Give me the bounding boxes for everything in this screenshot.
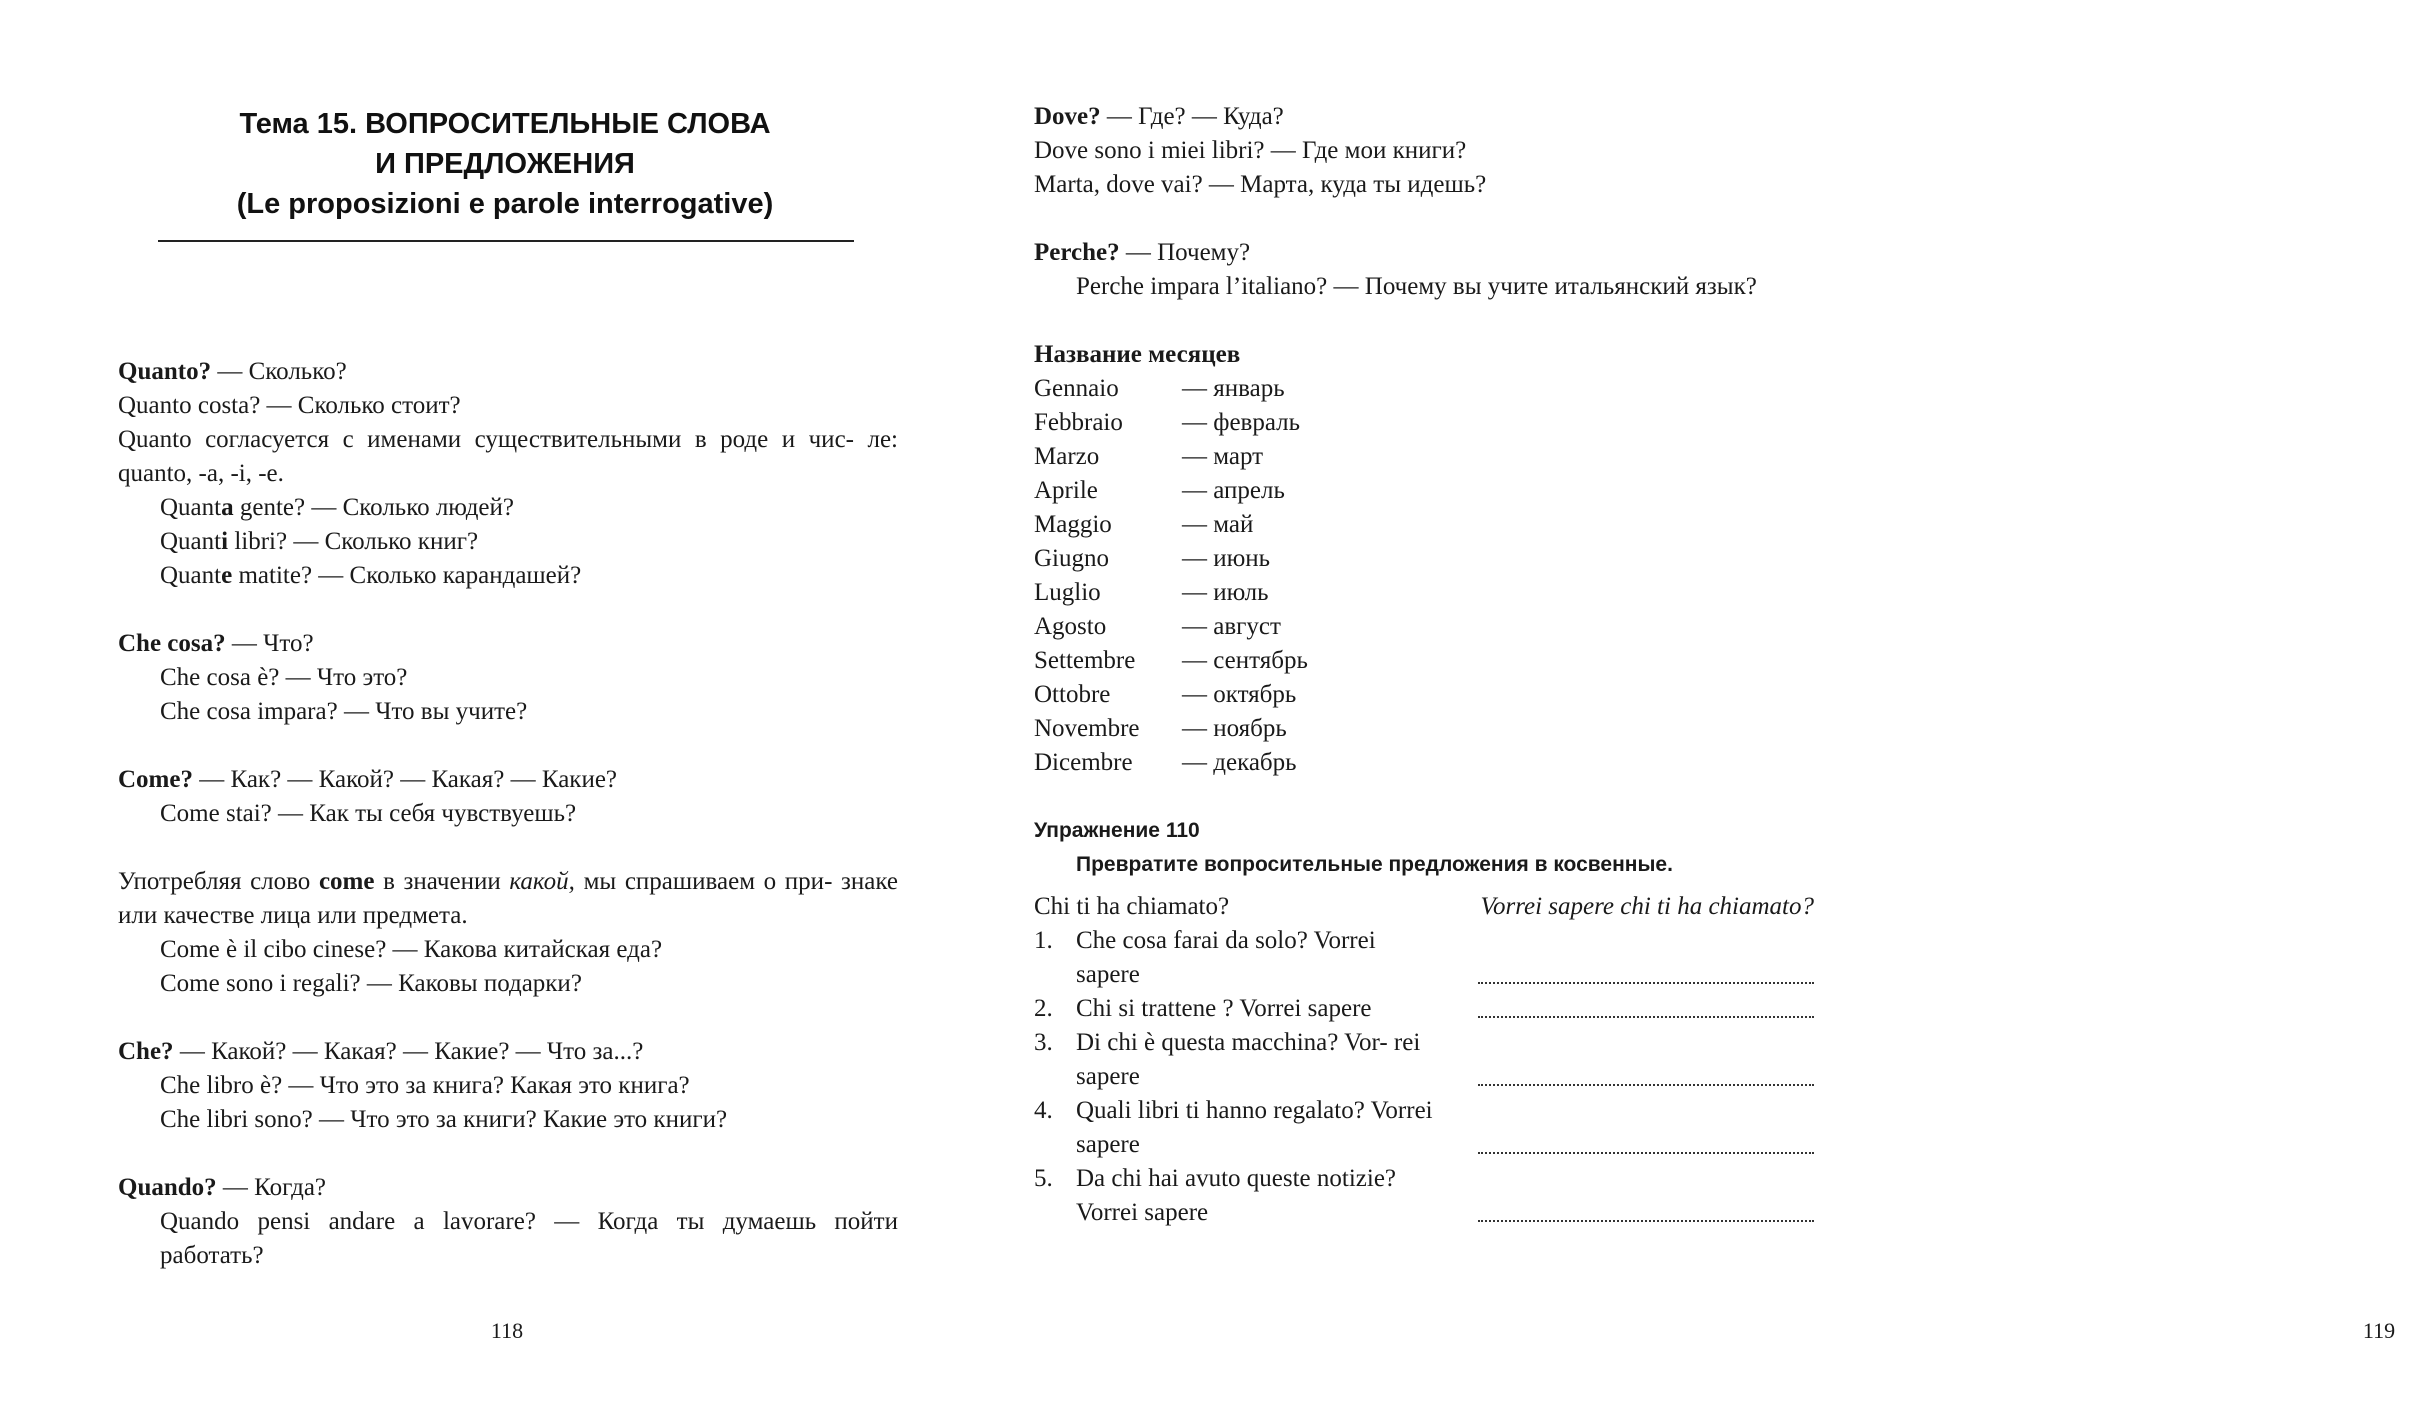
note-italic: какой, <box>509 868 575 895</box>
exercise-item-text: Da chi hai avuto queste notizie? Vorrei sapere <box>1076 1165 1397 1226</box>
right-page <box>956 0 2396 1407</box>
month-italian: Dicembre <box>1034 749 1133 776</box>
spacer <box>118 1001 898 1035</box>
answer-blank-line[interactable] <box>1478 982 1814 984</box>
exercise-item <box>1034 1026 1814 1094</box>
page-number-right: 119 <box>2362 1318 2396 1343</box>
exercise-instruction: Превратите вопросительные предложения в косвенные. <box>1076 853 1673 876</box>
month-italian: Gennaio <box>1034 375 1119 402</box>
example-line: Come sono i regali? — Каковы подарки? <box>160 970 582 997</box>
months-table <box>1034 372 1814 780</box>
exercise-item-text: Che cosa farai da solo? Vorrei sapere <box>1076 927 1376 988</box>
form-ending: a <box>221 494 234 521</box>
month-italian: Aprile <box>1034 477 1098 504</box>
exercise-item-text: Quali libri ti hanno regalato? Vorrei sapere <box>1076 1097 1433 1158</box>
example-line: Marta, dove vai? — Марта, куда ты идешь? <box>1034 171 1487 198</box>
entry-che <box>118 1035 898 1069</box>
month-italian: Luglio <box>1034 579 1101 606</box>
exercise-item-number: 5. <box>1034 1165 1053 1192</box>
spacer <box>118 729 898 763</box>
note-text: Употребляя слово <box>118 868 319 895</box>
month-russian: — январь <box>1182 375 1285 402</box>
month-russian: — ноябрь <box>1182 715 1287 742</box>
months-heading-text: Название месяцев <box>1034 341 1241 368</box>
example-line: Quando pensi andare a lavorare? — Когда ты думаешь пойти работать? <box>160 1208 898 1269</box>
entry-che-cosa-word: Che cosa? <box>118 630 226 657</box>
spacer <box>1034 882 1814 890</box>
month-russian: — апрель <box>1182 477 1285 504</box>
example-line: Quanto costa? — Сколько стоит? <box>118 392 461 419</box>
example-line: Che cosa impara? — Что вы учите? <box>160 698 528 725</box>
spacer <box>1034 202 1814 236</box>
entry-perche <box>1034 236 1814 270</box>
note-keyword: come <box>318 868 375 895</box>
spacer <box>118 831 898 865</box>
month-italian: Maggio <box>1034 511 1112 538</box>
example-line: Che libri sono? — Что это за книги? Какие это книги? <box>160 1106 728 1133</box>
exercise-item-text: Chi si trattene ? Vorrei sapere <box>1076 995 1372 1022</box>
exercise-title: Упражнение 110 <box>1034 819 1200 842</box>
form-rest: matite? — Сколько карандашей? <box>232 562 582 589</box>
example-line: Come stai? — Как ты себя чувствуешь? <box>160 800 577 827</box>
month-russian: — август <box>1182 613 1281 640</box>
exercise-item <box>1034 1094 1814 1162</box>
entry-quanto <box>118 355 898 389</box>
entry-quanto-translation: — Сколько? <box>211 358 347 385</box>
answer-blank-line[interactable] <box>1478 1016 1814 1018</box>
right-column <box>1034 100 1814 1230</box>
left-page <box>0 0 956 1407</box>
title-divider <box>158 240 854 242</box>
exercise-item-number: 2. <box>1034 995 1053 1022</box>
spacer <box>118 1137 898 1171</box>
answer-blank-line[interactable] <box>1478 1084 1814 1086</box>
example-line: Perche impara l’italiano? — Почему вы учите итальянский язык? <box>1076 273 1757 300</box>
entry-come-word: Come? <box>118 766 193 793</box>
month-italian: Novembre <box>1034 715 1140 742</box>
month-russian: — июнь <box>1182 545 1271 572</box>
left-column <box>118 355 898 1273</box>
form-stem: Quant <box>160 528 222 555</box>
entry-come-translation: — Как? — Какой? — Какая? — Какие? <box>192 766 618 793</box>
spacer <box>1034 780 1814 814</box>
quanto-agreement-note: Quanto согласуется с именами существительными в роде и чис- ле: quanto, -a, -i, -e. <box>118 426 898 487</box>
month-italian: Marzo <box>1034 443 1100 470</box>
months-heading <box>1034 338 1814 372</box>
month-russian: — март <box>1182 443 1264 470</box>
entry-dove <box>1034 100 1814 134</box>
form-rest: gente? — Сколько людей? <box>233 494 514 521</box>
exercise-example-question: Chi ti ha chiamato? <box>1034 893 1230 920</box>
come-usage-note <box>118 865 898 933</box>
example-line <box>118 491 898 525</box>
entry-quando-word: Quando? <box>118 1174 217 1201</box>
month-russian: — июль <box>1182 579 1269 606</box>
month-italian: Settembre <box>1034 647 1136 674</box>
month-italian: Febbraio <box>1034 409 1123 436</box>
exercise-item <box>1034 1162 1814 1230</box>
chapter-title-line-1: Тема 15. ВОПРОСИТЕЛЬНЫЕ СЛОВА <box>239 108 771 140</box>
entry-dove-translation: — Где? — Куда? <box>1100 103 1284 130</box>
month-italian: Ottobre <box>1034 681 1111 708</box>
exercise-item-number: 4. <box>1034 1097 1053 1124</box>
entry-perche-translation: — Почему? <box>1119 239 1251 266</box>
example-line: Che libro è? — Что это за книга? Какая это книга? <box>160 1072 690 1099</box>
entry-che-translation: — Какой? — Какая? — Какие? — Что за...? <box>173 1038 644 1065</box>
entry-che-cosa <box>118 627 898 661</box>
note-text: мы спрашиваем о при- знаке или качестве лица или предмета. <box>118 868 898 929</box>
example-line: Come è il cibo cinese? — Какова китайская еда? <box>160 936 663 963</box>
example-line <box>118 525 898 559</box>
exercise-item-number: 1. <box>1034 927 1053 954</box>
example-line: Dove sono i miei libri? — Где мои книги? <box>1034 137 1467 164</box>
form-stem: Quant <box>160 494 222 521</box>
exercise-example-answer: Vorrei sapere chi ti ha chiamato? <box>1480 893 1814 920</box>
page-number-left: 118 <box>490 1318 524 1343</box>
month-italian: Agosto <box>1034 613 1107 640</box>
exercise-item-text: Di chi è questa macchina? Vor- rei sapere <box>1076 1029 1421 1090</box>
form-ending: e <box>221 562 233 589</box>
chapter-title <box>150 104 860 224</box>
entry-quando <box>118 1171 898 1205</box>
example-line: Che cosa è? — Что это? <box>160 664 408 691</box>
spacer <box>1034 304 1814 338</box>
month-russian: — февраль <box>1182 409 1301 436</box>
spacer <box>118 593 898 627</box>
form-stem: Quant <box>160 562 222 589</box>
chapter-title-line-2: И ПРЕДЛОЖЕНИЯ <box>375 148 635 180</box>
example-line <box>118 559 898 593</box>
answer-blank-line[interactable] <box>1478 1152 1814 1154</box>
entry-che-word: Che? <box>118 1038 174 1065</box>
exercise-item <box>1034 924 1814 992</box>
entry-perche-word: Perche? <box>1034 239 1120 266</box>
chapter-title-line-3: (Le proposizioni e parole interrogative) <box>236 188 774 220</box>
form-rest: libri? — Сколько книг? <box>228 528 479 555</box>
month-russian: — октябрь <box>1182 681 1297 708</box>
month-russian: — май <box>1182 511 1254 538</box>
exercise-item-number: 3. <box>1034 1029 1053 1056</box>
exercise-item <box>1034 992 1814 1026</box>
exercise-example <box>1034 890 1814 924</box>
month-russian: — декабрь <box>1182 749 1297 776</box>
month-italian: Giugno <box>1034 545 1109 572</box>
answer-blank-line[interactable] <box>1478 1220 1814 1222</box>
month-russian: — сентябрь <box>1182 647 1308 674</box>
entry-che-cosa-translation: — Что? <box>225 630 314 657</box>
entry-come <box>118 763 898 797</box>
entry-quando-translation: — Когда? <box>216 1174 327 1201</box>
note-text: в значении <box>374 868 510 895</box>
entry-dove-word: Dove? <box>1034 103 1101 130</box>
entry-quanto-word: Quanto? <box>118 358 212 385</box>
form-ending: i <box>221 528 229 555</box>
exercise-items <box>1034 924 1814 1230</box>
